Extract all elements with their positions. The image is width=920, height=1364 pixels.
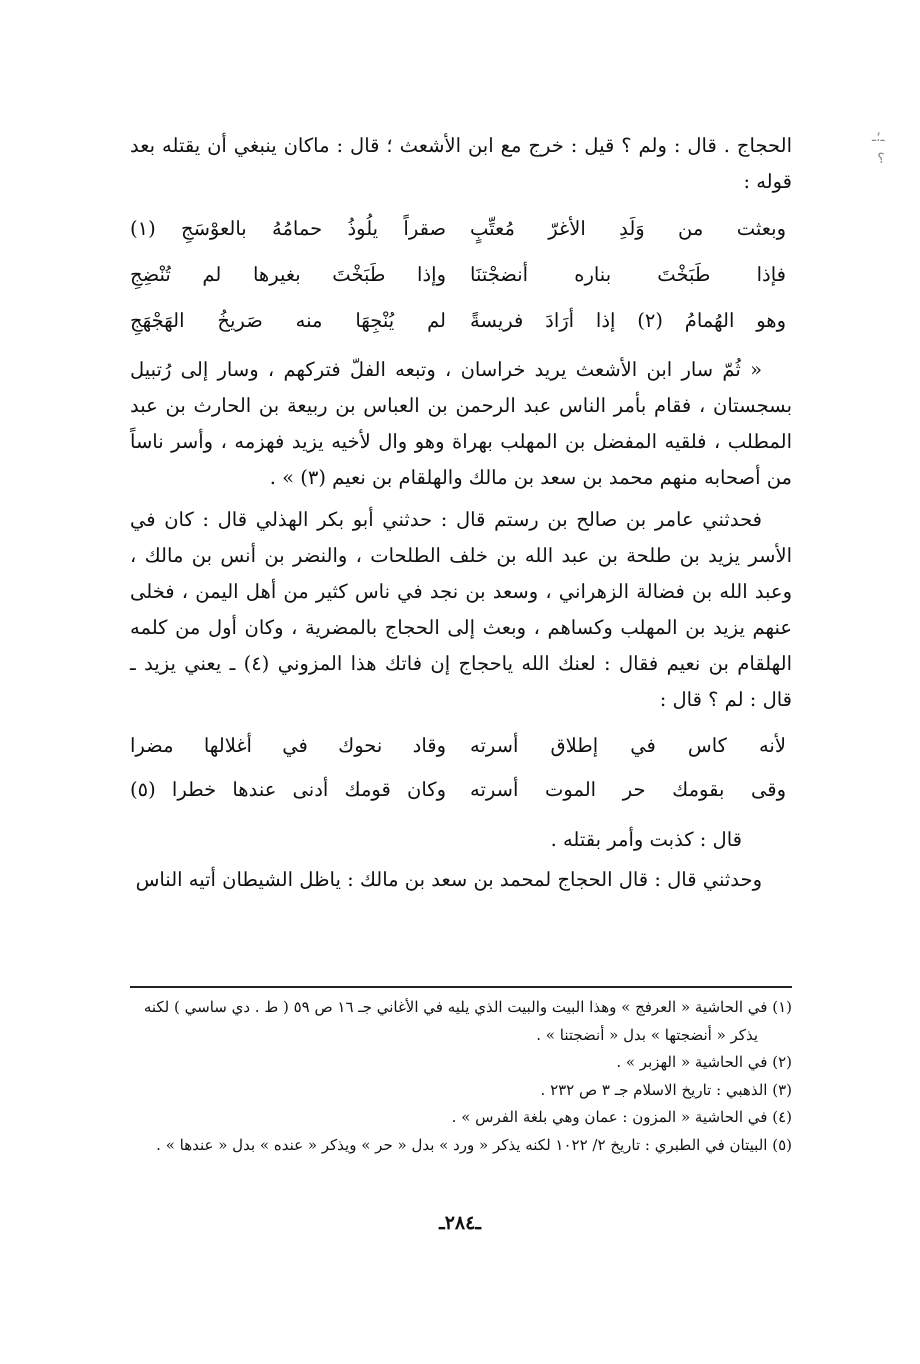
verse-hemistich-left: صقراً يلُوذُ حمامُهُ بالعوْسَجِ (١): [130, 217, 446, 240]
paragraph-4: [130, 862, 792, 898]
paragraph-text: فحدثني عامر بن صالح بن رستم قال : حدثني أبو بكر الهذلي قال : كان في الأسر يزيد بن طلحة بن عبد الله بن خلف الطلحات ، والنضر بن أنس بن مالك ، وعبد الله بن فضالة الزهراني ، وسعد بن نجد في ناس كثير من أهل اليمن ، فخلى عنهم يزيد بن المهلب وكساهم ، وبعث إلى الحجاج بالمضرية ، وكان أول من كلمه الهلقام بن نعيم فقال : لعنك الله ياحجاج إن فاتك هذا المزوني (٤) ـ يعني يزيد ـ قال : لم ؟ قال :: [130, 508, 792, 711]
margin-mark: ـ؛ـ: [872, 129, 885, 145]
verse-hemistich-right: لأنه كاس في إطلاق أسرته: [470, 734, 786, 757]
margin-mark: ؟: [877, 151, 885, 167]
footnote-divider: [130, 986, 792, 988]
margin-marks: [872, 126, 885, 170]
verse-hemistich-left: وإذا طَبَخْتَ بغيرها لم تُنْضِجِ: [130, 263, 446, 286]
paragraph-text: « ثُمّ سار ابن الأشعث يريد خراسان ، وتبعه الفلّ فتركهم ، وسار إلى رُتبيل بسجستان ، فقام بأمر الناس عبد الرحمن بن العباس بن ربيعة بن الحارث بن عبد المطلب ، فلقيه المفضل بن المهلب بهراة وهو وال لأخيه يزيد فهزمه ، وأسر ناساً من أصحابه منهم محمد بن سعد بن مالك والهلقام بن نعيم (٣) » .: [130, 358, 792, 489]
paragraph-top: [130, 128, 792, 200]
verse-hemistich-left: وكان قومك أدنى عندها خطرا (٥): [130, 778, 446, 801]
verse-response: قال : كذبت وأمر بقتله .: [550, 828, 742, 851]
verse-hemistich-left: وقاد نحوك في أغلالها مضرا: [130, 734, 446, 757]
footnote-1-continuation: يذكر « أنضجتها » بدل « أنضجتنا » .: [536, 1025, 758, 1044]
verse-hemistich-right: فإذا طَبَخْتَ بناره أنضجْتنَا: [470, 263, 786, 286]
verse-block-1: [130, 206, 792, 344]
verse-hemistich-right: وهو الهُمامُ (٢) إذا أرَادَ فريسةً: [470, 309, 786, 332]
page-body: [130, 128, 792, 898]
verse-line: [130, 724, 792, 768]
verse-line: [130, 206, 792, 252]
page-number: ـ٢٨٤ـ: [439, 1212, 481, 1234]
footnote-4: (٤) في الحاشية « المزون : عمان وهي بلغة الفرس » .: [451, 1108, 792, 1126]
paragraph-2: [130, 352, 792, 496]
verse-hemistich-left: لم يُنْجِهَا منه صَريخُ الهَجْهَجِ: [130, 309, 446, 332]
verse-hemistich-right: وبعثت من وَلَدِ الأغرّ مُعتِّبٍ: [470, 217, 786, 240]
verse-line: [130, 298, 792, 344]
verse-line: [130, 252, 792, 298]
paragraph-text: الحجاج . قال : ولم ؟ قيل : خرج مع ابن الأشعث ؛ قال : ماكان ينبغي أن يقتله بعد قوله :: [130, 134, 792, 193]
verse-hemistich-right: وقى بقومك حر الموت أسرته: [470, 778, 786, 801]
verse-block-2: [130, 724, 792, 812]
paragraph-text: وحدثني قال : قال الحجاج لمحمد بن سعد بن مالك : ياظل الشيطان أتيه الناس: [135, 868, 762, 891]
paragraph-3: [130, 502, 792, 718]
footnote-1: (١) في الحاشية « العرفج » وهذا البيت والبيت الذي يليه في الأغاني جـ ١٦ ص ٥٩ ( ط . دي ساسي ) لكنه: [143, 998, 792, 1016]
verse-line: [130, 768, 792, 812]
footnotes: [130, 994, 792, 1159]
footnote-5: (٥) البيتان في الطبري : تاريخ ٢/ ١٠٢٢ لكنه يذكر « ورد » بدل « حر » ويذكر « عنده » بدل « عندها » .: [156, 1135, 792, 1154]
footnote-3: (٣) الذهبي : تاريخ الاسلام جـ ٣ ص ٢٣٢ .: [540, 1080, 792, 1099]
footnote-2: (٢) في الحاشية « الهزبر » .: [616, 1053, 792, 1071]
